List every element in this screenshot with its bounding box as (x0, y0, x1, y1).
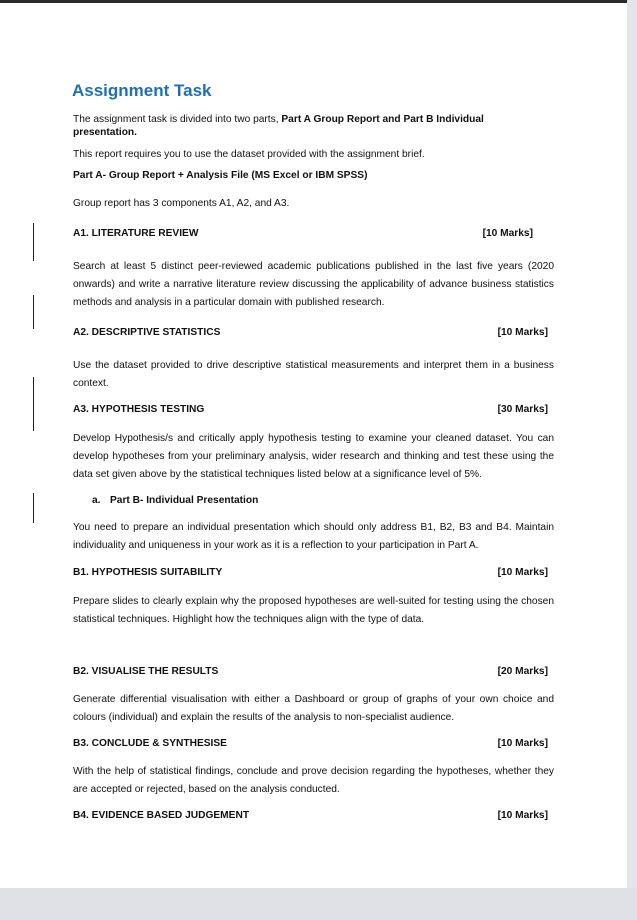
intro-parts-text: Part A Group Report and Part B Individual presentation. (73, 114, 484, 138)
dataset-line: This report requires you to use the dataset provided with the assignment brief. (73, 149, 425, 160)
part-b-body: You need to prepare an individual presentation which should only address B1, B2, B3 and B4. Maintain individuality and uniqueness in your work as it is a reflection to your participation in Part A. (73, 522, 554, 551)
section-title: A2. DESCRIPTIVE STATISTICS (73, 327, 221, 338)
change-bar (33, 377, 34, 431)
part-a-heading: Part A- Group Report + Analysis File (MS Excel or IBM SPSS) (73, 170, 368, 181)
section-body-b3: With the help of statistical findings, conclude and prove decision regarding the hypotheses, whether they are accepted or rejected, based on the analysis conducted. (73, 766, 554, 795)
section-body-a3: Develop Hypothesis/s and critically apply hypothesis testing to examine your cleaned dataset. You can develop hypotheses from your preliminary analysis, wider research and thinking and test these using the data set given above by the statistical techniques listed below at a significance level of 5%. (73, 433, 554, 480)
section-heading-a3 (73, 404, 548, 415)
section-title: A3. HYPOTHESIS TESTING (73, 404, 205, 415)
section-title: B3. CONCLUDE & SYNTHESISE (73, 738, 227, 749)
section-title: A1. LITERATURE REVIEW (73, 228, 199, 239)
section-title: B4. EVIDENCE BASED JUDGEMENT (73, 810, 250, 821)
section-marks: [10 Marks] (497, 810, 548, 821)
section-heading-a1 (73, 228, 533, 239)
change-bar (33, 223, 34, 261)
list-number: a. (92, 495, 101, 506)
section-body-a1: Search at least 5 distinct peer-reviewed academic publications published in the last five years (2020 onwards) and write a narrative literature review discussing the applicability of advance business statistics methods and analysis in a particular domain with published research. (73, 261, 554, 308)
section-heading-b4 (73, 810, 548, 821)
section-heading-b1 (73, 567, 548, 578)
intro-paragraph (73, 113, 513, 139)
section-title: B1. HYPOTHESIS SUITABILITY (73, 567, 223, 578)
intro-text: The assignment task is divided into two parts, (73, 114, 282, 125)
page-title: Assignment Task (72, 81, 212, 100)
section-body-b1: Prepare slides to clearly explain why the proposed hypotheses are well-suited for testing using the chosen statistical techniques. Highlight how the techniques align with the type of data. (73, 596, 554, 625)
part-b-heading (92, 495, 258, 506)
part-b-title: Part B- Individual Presentation (110, 495, 259, 506)
section-marks: [10 Marks] (482, 228, 533, 239)
section-body-b2: Generate differential visualisation with either a Dashboard or group of graphs of your own choice and colours (individual) and explain the results of the analysis to non-specialist audience. (73, 694, 554, 723)
section-marks: [30 Marks] (497, 404, 548, 415)
section-body-a2: Use the dataset provided to drive descriptive statistical measurements and interpret them in a business context. (73, 360, 554, 389)
section-heading-a2 (73, 327, 548, 338)
components-line: Group report has 3 components A1, A2, and A3. (73, 198, 290, 209)
section-heading-b2 (73, 666, 548, 677)
section-marks: [10 Marks] (497, 738, 548, 749)
section-marks: [10 Marks] (497, 327, 548, 338)
viewer-margin (627, 0, 637, 888)
change-bar (33, 295, 34, 329)
section-heading-b3 (73, 738, 548, 749)
section-marks: [20 Marks] (497, 666, 548, 677)
section-title: B2. VISUALISE THE RESULTS (73, 666, 219, 677)
change-bar (33, 493, 34, 523)
section-marks: [10 Marks] (497, 567, 548, 578)
